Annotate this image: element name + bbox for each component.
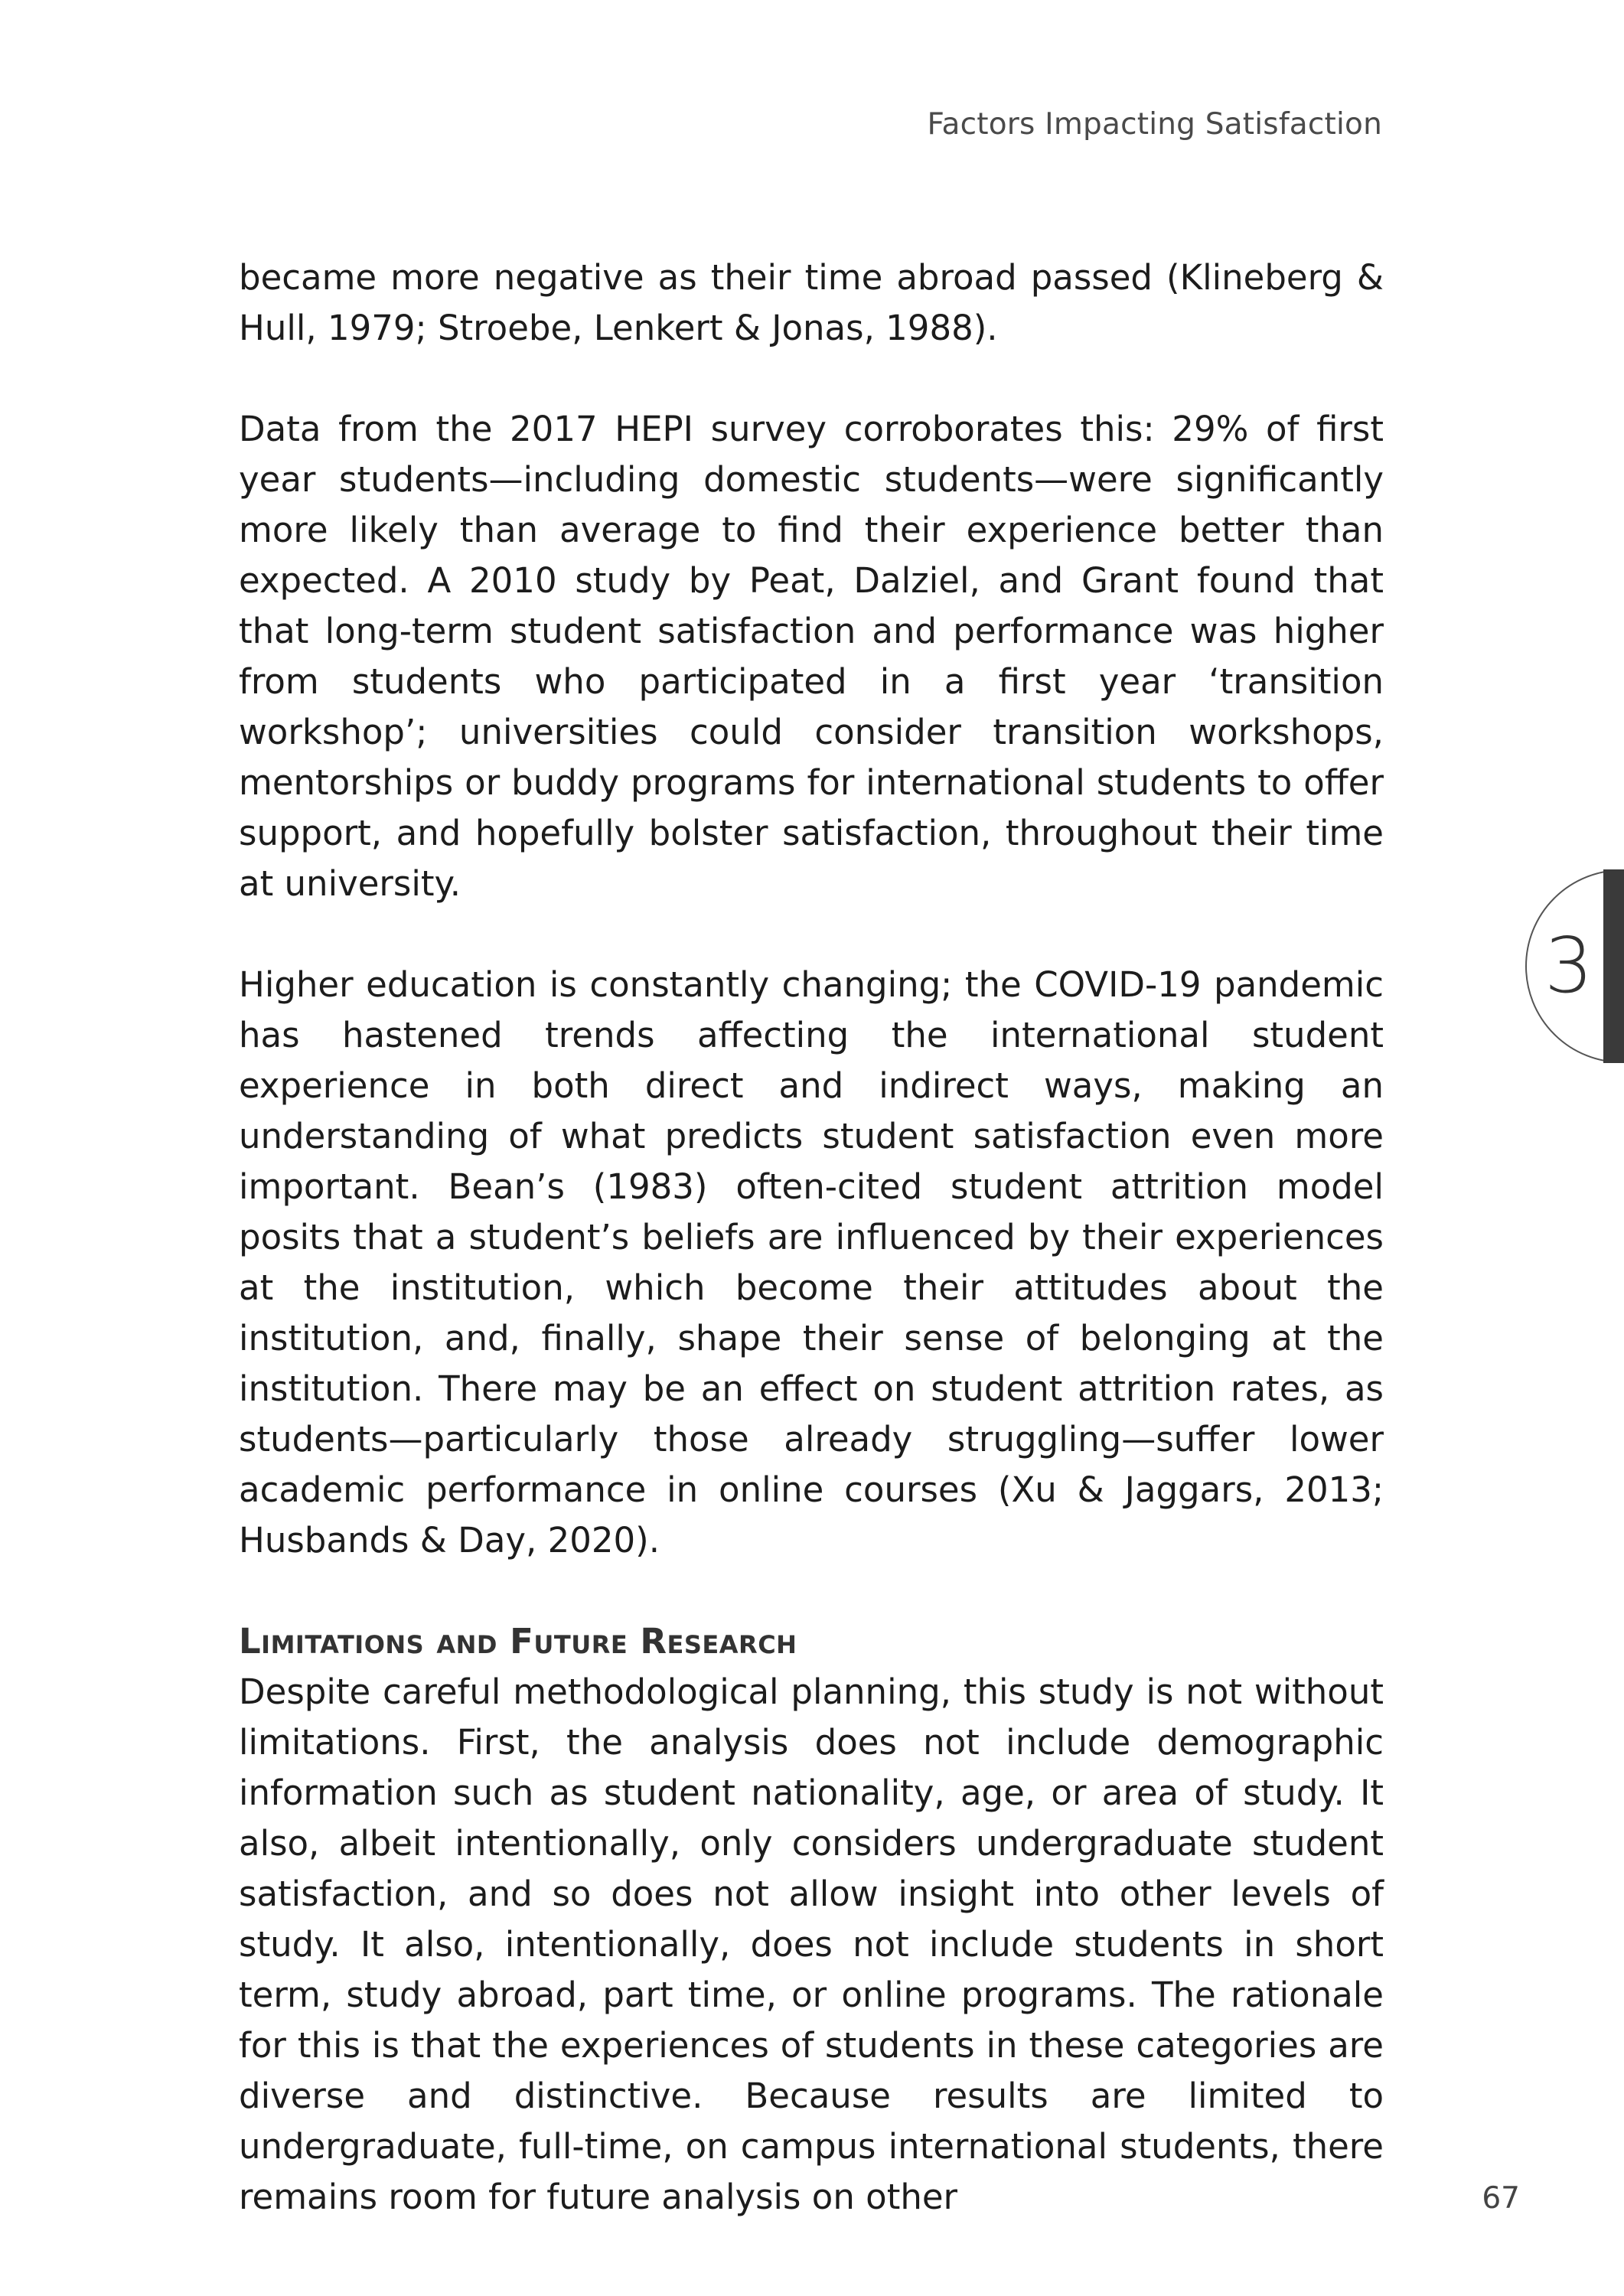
chapter-number: 3 — [1544, 921, 1593, 1010]
paragraph-continuation: became more negative as their time abroad passed (Klineberg & Hull, 1979; Stroebe, Lenkert & Jonas, 1988). — [239, 257, 1384, 348]
paragraph-hepi-survey: Data from the 2017 HEPI survey corroborates this: 29% of first year students—including domestic students—were significantly more likely than average to find their experience better than expected. A 2010 study by Peat, Dalziel, and Grant found that that long-term student satisfaction and performance was higher from students who participated in a first year ‘transition workshop’; universities could consider transition workshops, mentorships or buddy programs for international students to offer support, and hopefully bolster satisfaction, throughout their time at university. — [239, 409, 1384, 904]
page-number: 67 — [1482, 2181, 1520, 2216]
paragraph-limitations: Despite careful methodological planning, this study is not without limitations. First, the analysis does not include demographic information such as student nationality, age, or area of study. It also, albeit intentionally, only considers undergraduate student satisfaction, and so does not allow insight into other levels of study. It also, intentionally, does not include students in short term, study abroad, part time, or online programs. The rationale for this is that the experiences of students in these categories are diverse and distinctive. Because results are limited to undergraduate, full-time, on campus international students, there remains room for future analysis on other — [239, 1671, 1384, 2217]
running-header: Factors Impacting Satisfaction — [927, 107, 1382, 142]
paragraph-higher-education: Higher education is constantly changing; the COVID-19 pandemic has hastened trends affecting the international student experience in both direct and indirect ways, making an understanding of what predicts student satisfaction even more important. Bean’s (1983) often-cited student attrition model posits that a student’s beliefs are influenced by their experiences at the institution, which become their attitudes about the institution, and, finally, shape their sense of belonging at the institution. There may be an effect on student attrition rates, as students—particularly those already struggling—suffer lower academic performance in online courses (Xu & Jaggars, 2013; Husbands & Day, 2020). — [239, 964, 1384, 1561]
section-heading: Limitations and Future Research — [239, 1621, 797, 1662]
page-body — [239, 253, 1384, 2223]
chapter-tab-bar — [1603, 869, 1624, 1063]
